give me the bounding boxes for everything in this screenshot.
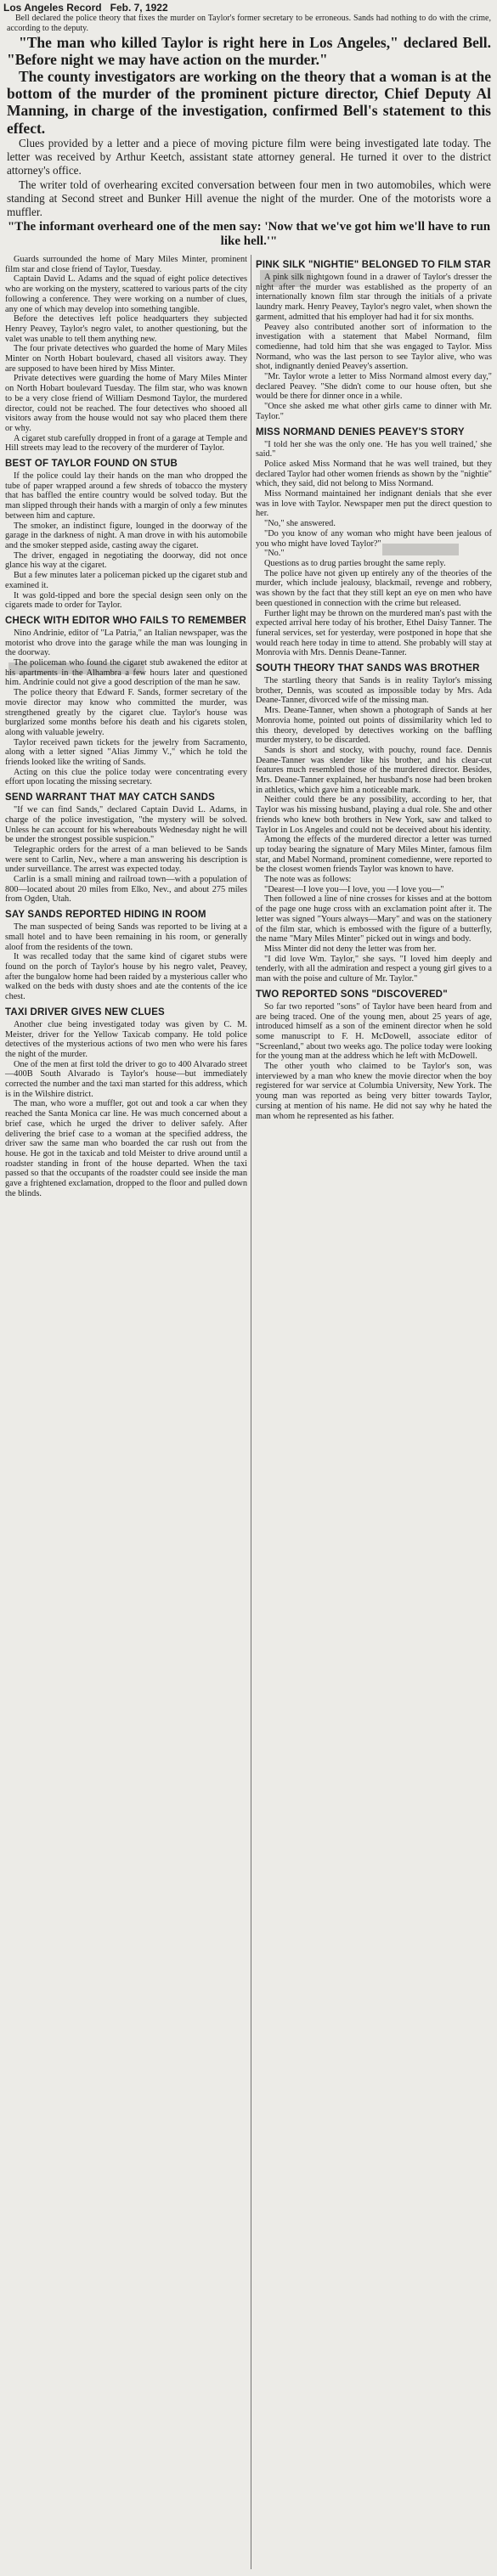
- section-heading: SAY SANDS REPORTED HIDING IN ROOM: [5, 910, 206, 921]
- section-heading: SEND WARRANT THAT MAY CATCH SANDS: [5, 792, 216, 803]
- publication-name: Los Angeles Record: [3, 2, 102, 14]
- article-paragraph: If the police could lay their hands on the man who dropped the tube of paper wrapped around a few shreds of tobacco the mystery that has baffled the entire country would be solved today. But the man slipped through their hands with a margin of only a few minutes between him and capture.: [5, 471, 247, 521]
- ink-smudge: [8, 662, 144, 674]
- article-paragraph: But a few minutes later a policeman picked up the cigaret stub and examined it.: [5, 571, 247, 590]
- article-paragraph: Further light may be thrown on the murdered man's past with the expected arrival here today of his brother, Ethel Daisy Tanner. The funeral services, set for yesterday, were postponed in hope that she would reach here today in time to attend. She probably will stay at Monrovia with Mrs. Dennis Deane-Tanner.: [256, 608, 492, 658]
- article-paragraph: Captain David L. Adams and the squad of eight police detectives who are working on the mystery, scattered to various parts of the city following a conference. They were working on a number of clues, any one of which may develop into something tangible.: [5, 274, 247, 314]
- article-paragraph: Neither could there be any possibility, according to her, that Taylor was his missing husband, playing a dual role. She and other friends who knew both brothers in New York, saw and talked to Taylor in Los Angeles and could not be deceived about his identity.: [256, 795, 492, 835]
- article-paragraph: "No," she answered.: [264, 519, 336, 529]
- article-paragraph: The startling theory that Sands is in reality Taylor's missing brother, Dennis, was scouted as impossible today by Mrs. Ada Deane-Tanner, divorced wife of the missing man.: [256, 676, 492, 706]
- masthead: [3, 2, 496, 14]
- lead-paragraph: Clues provided by a letter and a piece of moving picture film were being investigated late today. The letter was received by Arthur Keetch, assistant state attorney general. He turned it over to the district attorney's office.: [7, 136, 491, 178]
- article-paragraph: Before the detectives left police headquarters they subjected Henry Peavey, Taylor's negro valet, to another questioning, but the valet was unable to tell them anything new.: [5, 314, 247, 344]
- article-paragraph: "No.": [264, 549, 285, 559]
- article-paragraph: Taylor received pawn tickets for the jewelry from Sacramento, along with a letter signed "Alias Jimmy V.," which he told the friends looked like the writing of Sands.: [5, 737, 247, 768]
- lead-paragraph: The writer told of overhearing excited conversation between four men in two automobiles, which were standing at Second street and Bunker Hill avenue the night of the murder. One of the motorists wore a muffler.: [7, 178, 491, 219]
- ink-smudge: [260, 270, 311, 287]
- article-paragraph: The policeman who found the cigaret stub awakened the editor at his apartments in the Alhambra a few hours later and questioned him. Andrinie could not give a good description of the man he saw.: [5, 658, 247, 688]
- lead-paragraph: The county investigators are working on the theory that a woman is at the bottom of the murder of the prominent picture director, Chief Deputy Al Manning, in charge of the investigation, confirmed Bell's statement to this effect.: [7, 68, 491, 137]
- left-column: [5, 255, 247, 1198]
- article-paragraph: "Once she asked me what other girls came to dinner with Mr. Taylor.": [256, 402, 492, 421]
- section-heading: BEST OF TAYLOR FOUND ON STUB: [5, 459, 178, 470]
- section-heading: TAXI DRIVER GIVES NEW CLUES: [5, 1006, 165, 1017]
- article-paragraph: So far two reported "sons" of Taylor have been heard from and are being traced. One of the young men, about 25 years of age, introduced himself as a son of the eminent director when he sold some manuscript to F. H. McDowell, associate editor of "Screenland," about two weeks ago. The police today were looking for the young man at the address which he left with McDowell.: [256, 1001, 492, 1062]
- right-column: [256, 255, 492, 1121]
- article-paragraph: Guards surrounded the home of Mary Miles Minter, prominent film star and close friend of Taylor, Tuesday.: [5, 255, 247, 274]
- article-paragraph: "If we can find Sands," declared Captain David L. Adams, in charge of the police investigation, "the mystery will be solved. Unless he can account for his whereabouts Wednesday night he will be under the strongest possible suspicion.": [5, 805, 247, 845]
- article-paragraph: "Do you know of any woman who might have been jealous of you who might have loved Taylor?": [256, 528, 492, 549]
- article-paragraph: Nino Andrinie, editor of "La Patria," an Italian newspaper, was the motorist who drove into the garage while the man was lounging in the doorway.: [5, 628, 247, 658]
- article-paragraph: The smoker, an indistinct figure, lounged in the doorway of the garage in the darkness of night. A man drove in with his automobile and the smoker stepped aside, casting away the cigaret.: [5, 521, 247, 550]
- article-paragraph: Mrs. Deane-Tanner, when shown a photograph of Sands at her Monrovia home, pointed out points of dissimilarity which led to this theory, developed by detectives working on the baffling murder mystery, to be discarded.: [256, 706, 492, 746]
- article-paragraph: The man suspected of being Sands was reported to be living at a small hotel and to have been remaining in his room, or generally aloof from the residents of the town.: [5, 922, 247, 952]
- section-heading: CHECK WITH EDITOR WHO FAILS TO REMEMBER: [5, 615, 247, 626]
- article-paragraph: The police have not given up entirely any of the theories of the murder, which include jealousy, blackmail, revenge and robbery, was shown by the fact that they still kept an eye on men who have been questioned in connection with the crime but released.: [256, 568, 492, 608]
- section-heading: TWO REPORTED SONS "DISCOVERED": [256, 989, 448, 1000]
- article-paragraph: Peavey also contributed another sort of information to the investigation with a statement that Mabel Normand, film comedienne, had told him that she was engaged to Taylor. Miss Normand, who was the last person to see Taylor alive, who was shot, indignantly denied Peavey's assertion.: [256, 322, 492, 372]
- section-heading: PINK SILK "NIGHTIE" BELONGED TO FILM STAR: [256, 260, 491, 270]
- lead-paragraph: "The man who killed Taylor is right here in Los Angeles," declared Bell. "Before night we may have action on the murder.": [7, 33, 491, 68]
- article-paragraph: Miss Normand maintained her indignant denials that she ever was in love with Taylor. Newspaper men put the direct question to her.: [256, 489, 492, 519]
- article-paragraph: "I told her she was the only one. 'He has you well trained,' she said.": [256, 439, 492, 459]
- article-paragraph: Private detectives were guarding the home of Mary Miles Minter on North Hobart boulevard Tuesday. The film star, who was known to be a very close friend of William Desmond Taylor, the murdered director, could not be reached. The four detectives who shooed all visitors away from the house would not say who placed them there or why.: [5, 374, 247, 433]
- article-paragraph: It was gold-tipped and bore the special design seen only on the cigarets made to order for Taylor.: [5, 590, 247, 611]
- article-paragraph: A cigaret stub carefully dropped in front of a garage at Temple and Hill streets may lead to the recovery of the murderer of Taylor.: [5, 433, 247, 454]
- section-heading: SOUTH THEORY THAT SANDS WAS BROTHER: [256, 663, 480, 674]
- article-paragraph: The note was as follows:: [264, 875, 352, 885]
- article-paragraph: The police theory that Edward F. Sands, former secretary of the movie director may know who committed the murder, was strengthened greatly by the cigaret clue. Taylor's house was burglarized some months before his death and his cigarets stolen, along with valuable jewelry.: [5, 688, 247, 737]
- article-paragraph: Questions as to drug parties brought the same reply.: [264, 558, 446, 568]
- article-paragraph: A pink silk nightgown found in a drawer of Taylor's dresser the night after the murder was established as the property of an internationally known film star through the initials of a private laundry mark. Henry Peavey, Taylor's negro valet, when shown the garment, admitted that his employer had had it for six months.: [256, 273, 492, 322]
- article-paragraph: "I did love Wm. Taylor," she says. "I loved him deeply and tenderly, with all the admiration and respect a young girl gives to a man with the poise and culture of Mr. Taylor.": [256, 954, 492, 984]
- article-paragraph: Sands is short and stocky, with pouchy, round face. Dennis Deane-Tanner was slender like his brother, and his clear-cut features much resembled those of the murdered director. Besides, Mrs. Deane-Tanner explained, her husband's nose had been broken in athletics, which gave him a noticeable mark.: [256, 745, 492, 795]
- article-paragraph: Miss Minter did not deny the letter was from her.: [264, 944, 437, 954]
- article-paragraph: Police asked Miss Normand that he was well trained, but they declared Taylor had other women friends as shown by the "nightie" which, they said, did not belong to Miss Normand.: [256, 459, 492, 489]
- article-paragraph: "Dearest—I love you—I love, you —I love you—": [264, 884, 444, 894]
- article-paragraph: Then followed a line of nine crosses for kisses and at the bottom of the page one huge cross with an exclamation point after it. The letter was signed "Yours always—Mary" and was on the stationery of the film star, which is embossed with the figure of a butterfly, the name "Mary Miles Minter" picked out in wings and body.: [256, 894, 492, 944]
- article-paragraph: Acting on this clue the police today were concentrating every effort upon locating the missing secretary.: [5, 767, 247, 787]
- article-paragraph: It was recalled today that the same kind of cigaret stubs were found on the porch of Taylor's house by his negro valet, Peavey, after the bungalow home had been raided by a mysterious caller who walked on the beds with dusty shoes and ate the contents of the ice chest.: [5, 952, 247, 1002]
- article-paragraph: Another clue being investigated today was given by C. M. Meister, driver for the Yellow Taxicab company. He told police detectives of the mysterious actions of two men who were his fares the night of the murder.: [5, 1019, 247, 1059]
- article-paragraph: The driver, engaged in negotiating the doorway, did not once glance his way at the cigaret.: [5, 550, 247, 571]
- lead-paragraph: Bell declared the police theory that fixes the murder on Taylor's former secretary to be erroneous. Sands had nothing to do with the crime, according to the deputy.: [7, 14, 491, 33]
- article-paragraph: The man, who wore a muffler, got out and took a car when they reached the Santa Monica car line. He was much concerned about a brief case, which he urged the driver to deliver safely. After delivering the brief case to a woman at the specified address, the driver saw the same man who boarded the car rush out from the house. He got in the taxicab and told Meister to drive around until a roadster standing in front of the house departed. When the taxi passed so that the occupants of the roadster could see inside the man gave a frightened exclamation, dropped to the floor and pulled down the blinds.: [5, 1099, 247, 1198]
- article-paragraph: The other youth who claimed to be Taylor's son, was interviewed by a man who knew the movie director when the boy registered for war service at Columbia University, New York. The young man was reported as being very bitter towards Taylor, cursing at mention of his name. He did not say why he hated the man whom he represented as his father.: [256, 1062, 492, 1121]
- article-paragraph: "Mr. Taylor wrote a letter to Miss Normand almost every day," declared Peavey. "She didn't come to our house often, but she would be there for dinner once in a while.: [256, 372, 492, 402]
- lead-section: [7, 14, 491, 250]
- article-paragraph: Carlin is a small mining and railroad town—with a population of 800—located about 20 miles from Elko, Nev., and about 275 miles from Ogden, Utah.: [5, 875, 247, 905]
- article-paragraph: Telegraphic orders for the arrest of a man believed to be Sands were sent to Carlin, Nev., where a man answering his description is under surveillance. The arrest was expected today.: [5, 844, 247, 875]
- article-paragraph: The four private detectives who guarded the home of Mary Miles Minter on North Hobart boulevard, chased all visitors away. They are supposed to have been hired by Miss Minter.: [5, 344, 247, 374]
- lead-paragraph: "The informant overheard one of the men say: 'Now that we've got him we'll have to run like hell.'": [7, 219, 491, 249]
- ink-smudge: [382, 544, 459, 555]
- publication-date: Feb. 7, 1922: [110, 2, 168, 14]
- section-heading: MISS NORMAND DENIES PEAVEY'S STORY: [256, 426, 465, 437]
- article-paragraph: Among the effects of the murdered director a letter was turned up today bearing the signature of Mary Miles Minter, famous film star, and Mabel Normand, prominent comedienne, were reported to be the closest women friends Taylor was known to have.: [256, 835, 492, 875]
- article-paragraph: One of the men at first told the driver to go to 400 Alvarado street—400B South Alvarado is Taylor's house—but immediately corrected the number and the taxi man started for this address, which is in the Wilshire district.: [5, 1059, 247, 1099]
